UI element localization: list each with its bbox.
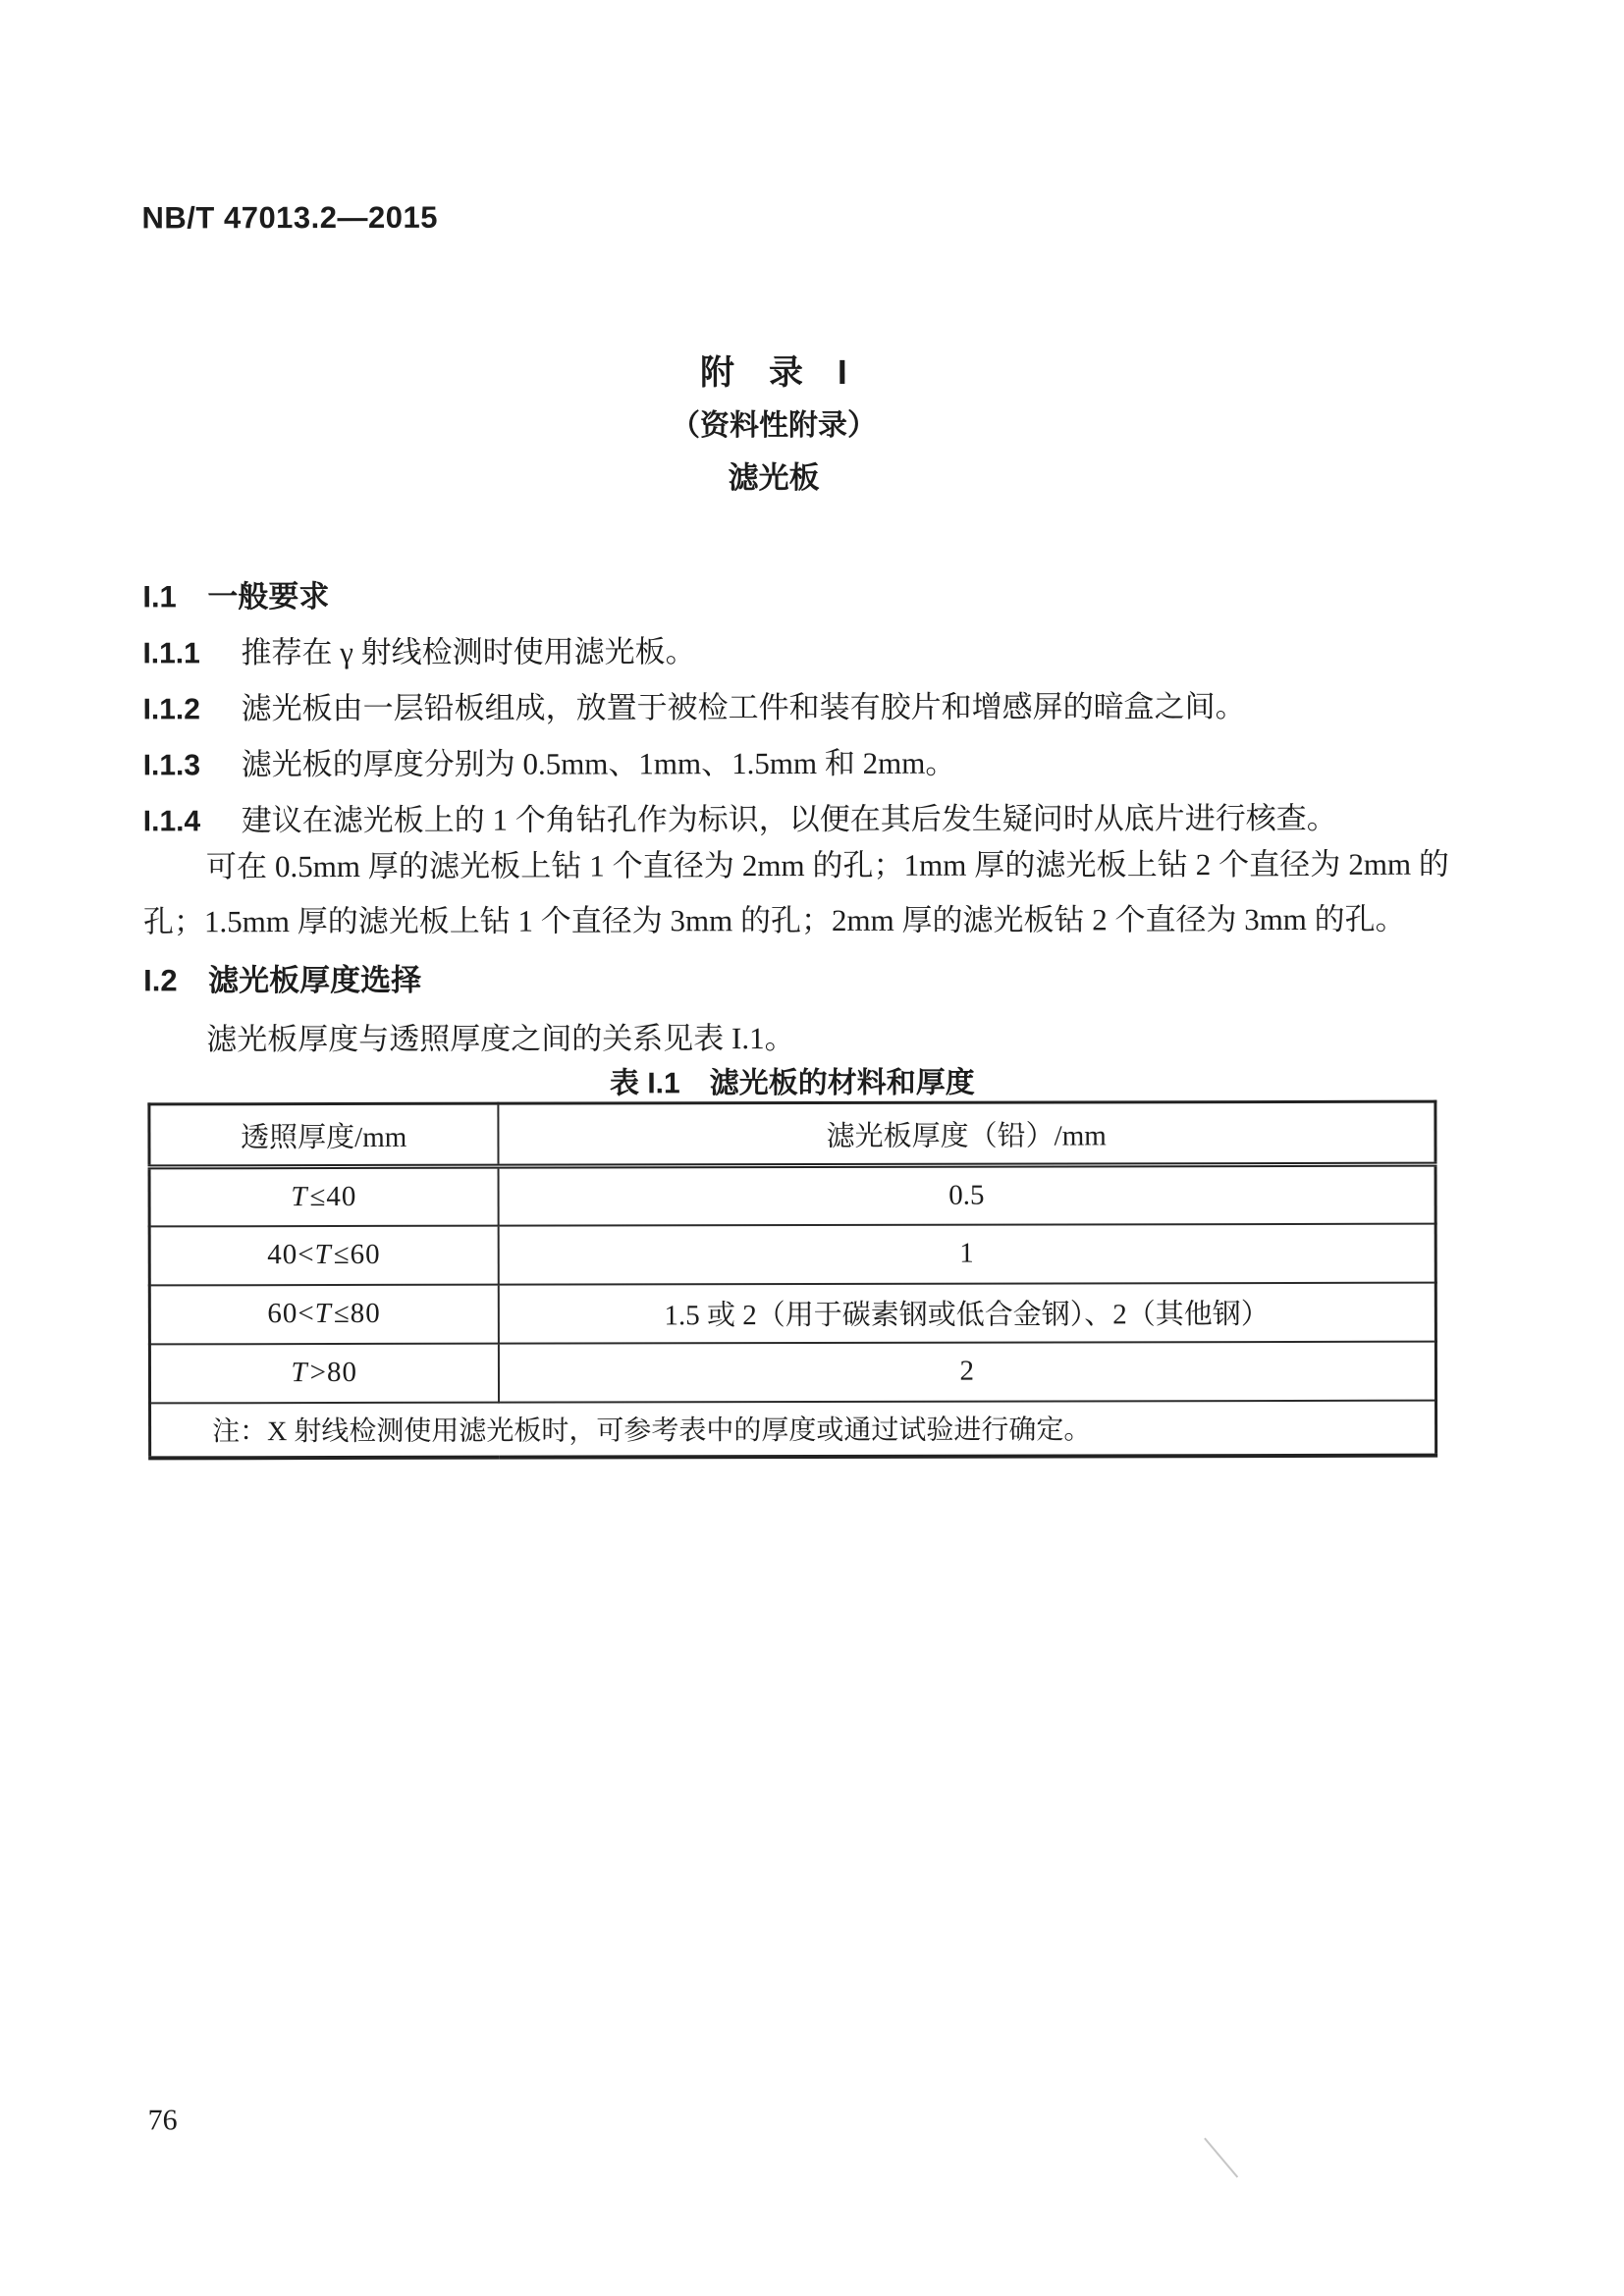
thickness-cell: 0.5 [498, 1164, 1435, 1225]
condition-suffix: ≤40 [309, 1180, 357, 1212]
section-heading-i1 [142, 571, 329, 615]
table-caption: 表 I.1 滤光板的材料和厚度 [609, 1066, 975, 1100]
condition-cell [149, 1225, 498, 1285]
condition-suffix: ≤80 [333, 1297, 381, 1330]
table-header-row [149, 1101, 1435, 1167]
filter-plate-table [147, 1100, 1437, 1460]
clause-i11 [142, 625, 1458, 672]
clause-i12 [142, 681, 1458, 728]
table-note-row [150, 1400, 1436, 1458]
condition-suffix: ≤60 [333, 1238, 381, 1271]
condition-cell [149, 1343, 498, 1403]
appendix-subtitle: （资料性附录） [670, 408, 877, 443]
appendix-title: 附 录 I [699, 352, 847, 393]
section-title: 滤光板厚度选择 [208, 962, 422, 998]
table-row [149, 1282, 1435, 1344]
table-lead-sentence: 滤光板厚度与透照厚度之间的关系见表 I.1。 [206, 1021, 795, 1057]
clause-number: I.1.4 [142, 805, 201, 838]
clause-number: I.1.1 [142, 637, 200, 670]
condition-variable: T [314, 1239, 332, 1271]
column-header-thickness: 透照厚度/mm [149, 1103, 498, 1167]
section-title: 一般要求 [207, 579, 330, 614]
clause-text: 建议在滤光板上的 1 个角钻孔作为标识，以便在其后发生疑问时从底片进行核查。 [241, 800, 1337, 838]
clause-text: 推荐在 γ 射线检测时使用滤光板。 [241, 634, 696, 670]
section-heading-i2 [143, 955, 421, 1000]
clause-i14 [143, 793, 1459, 840]
table-row [149, 1223, 1435, 1285]
condition-prefix: 40< [267, 1239, 315, 1271]
appendix-name: 滤光板 [728, 459, 820, 496]
condition-prefix: 60< [267, 1298, 315, 1330]
section-number: I.2 [143, 963, 178, 998]
table-row [149, 1341, 1435, 1403]
clause-number: I.1.3 [142, 749, 201, 782]
condition-variable: T [314, 1298, 332, 1330]
thickness-cell: 2 [498, 1341, 1435, 1402]
condition-variable: T [291, 1180, 308, 1212]
standard-code: NB/T 47013.2—2015 [141, 199, 439, 236]
table-row [149, 1164, 1435, 1226]
condition-variable: T [291, 1357, 308, 1389]
clause-number: I.1.2 [142, 693, 200, 726]
column-header-filter: 滤光板厚度（铅）/mm [498, 1101, 1435, 1166]
body-paragraph: 可在 0.5mm 厚的滤光板上钻 1 个直径为 2mm 的孔；1mm 厚的滤光板上钻 2 个直径为 2mm 的孔；1.5mm 厚的滤光板上钻 1 个直径为 3mm 的孔；2mm 厚的滤光板钻 2 个直径为 3mm 的孔。 [142, 846, 1449, 939]
thickness-cell: 1.5 或 2（用于碳素钢或低合金钢）、2（其他钢） [498, 1282, 1435, 1343]
scan-artifact-mark [1204, 2138, 1238, 2178]
page-number: 76 [147, 2104, 178, 2137]
clause-i13 [143, 737, 1459, 784]
condition-cell [149, 1284, 498, 1344]
section-number: I.1 [142, 579, 177, 614]
condition-suffix: >80 [309, 1356, 358, 1389]
clause-text: 滤光板由一层铅板组成，放置于被检工件和装有胶片和增感屏的暗盒之间。 [241, 689, 1246, 726]
thickness-cell: 1 [498, 1223, 1435, 1284]
clause-text: 滤光板的厚度分别为 0.5mm、1mm、1.5mm 和 2mm。 [241, 745, 956, 782]
table-note: 注：X 射线检测使用滤光板时，可参考表中的厚度或通过试验进行确定。 [150, 1400, 1436, 1458]
condition-cell [149, 1166, 498, 1226]
